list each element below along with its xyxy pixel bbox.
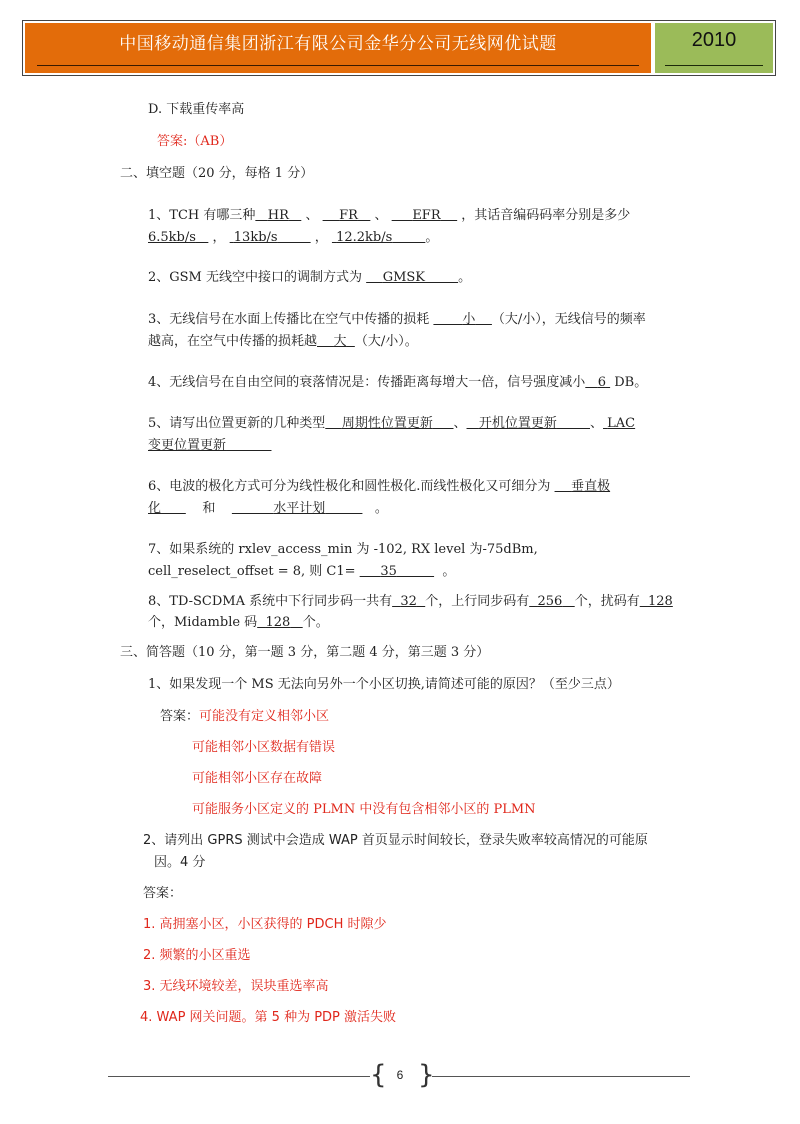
header-year: 2010 [691,29,737,51]
s1-answer-1: 可能没有定义相邻小区 [199,709,330,724]
q1-rate-2: 13kb/s [233,230,278,245]
q7-text: cell_reselect_offset = 8, 则 C1= [148,564,356,579]
q1-text-b: ，其话音编码码率分别是多少 [461,208,631,223]
q5-line-2 [148,434,271,453]
q5-line-1: 5、请写出位置更新的几种类型 周期性位置更新 、 开机位置更新 、 LAC [148,416,636,431]
section-2-title: 二、填空题（20 分，每格 1 分） [120,166,314,181]
q1-text-a: 1、TCH 有哪三种 [148,208,256,223]
q6-answer-2: 水平计划 [273,501,326,516]
q2-answer: GMSK [382,270,426,285]
s2-question-1: 2、请列出 GPRS 测试中会造成 WAP 首页显示时间较长，登录失败率较高情况的可能原 [143,833,648,848]
q8-line-1: 8、TD-SCDMA 系统中下行同步码一共有 32 个，上行同步码有 256 个，扰码有 128 [148,594,673,609]
footer-rule-left [108,1076,370,1077]
q1-line-2: 6.5kb/s ， 13kb/s ， 12.2kb/s 。 [148,230,439,245]
q6-answer-1: 垂直极 [571,479,611,494]
s2-answer-4: 4. WAP 网关问题。第 5 种为 PDP 激活失败 [140,1010,397,1025]
q8-text-d: 个，Midamble 码 [148,615,258,630]
q5-answer-1: 周期性位置更新 [341,416,433,431]
q2-text: 2、GSM 无线空中接口的调制方式为 [148,270,363,285]
s2-answer-3: 3. 无线环境较差，误块重选率高 [143,979,329,994]
q6-text: 6、电波的极化方式可分为线性极化和圆性极化.而线性极化又可细分为 [148,479,551,494]
footer-brace-right: } [418,1060,435,1090]
q4-line: 4、无线信号在自由空间的衰落情况是：传播距离每增大一倍，信号强度减小 6 DB。 [148,375,648,390]
q8-answer-2: 256 [537,594,563,609]
q3-answer-1: 小 [462,312,476,327]
q7-line-2: cell_reselect_offset = 8, 则 C1= 35 。 [148,564,456,579]
q6-line-1 [148,475,610,494]
q1-rate-3: 12.2kb/s [336,230,393,245]
page-header [22,20,776,76]
q1-comma: ， [314,230,328,245]
q7-answer: 35 [380,564,397,579]
q1-sep: 、 [374,208,388,223]
q4-answer: 6 [597,375,606,390]
q1-comma: ， [212,230,226,245]
q3-text-d: （大/小）。 [354,334,418,349]
page-number: 6 [396,1068,404,1082]
s1-answer-3: 可能相邻小区存在故障 [192,771,323,786]
header-year-panel [655,23,773,73]
s1-answer-line [160,705,329,724]
q3-answer-2: 大 [333,334,347,349]
q1-line-1 [148,204,630,223]
q3-text-b: （大/小），无线信号的频率 [491,312,646,327]
s1-answer-2: 可能相邻小区数据有错误 [192,740,336,755]
s1-answer-label: 答案： [160,709,200,724]
q8-text-a: 8、TD-SCDMA 系统中下行同步码一共有 [148,594,393,609]
q4-text: 4、无线信号在自由空间的衰落情况是：传播距离每增大一倍，信号强度减小 [148,375,586,390]
q8-answer-1: 32 [400,594,417,609]
q6-answer-1-cont: 化 [148,501,162,516]
answer-ab: 答案:（AB） [157,134,233,149]
s2-answer-label: 答案： [143,886,183,901]
q6-line-2: 化 和 水平计划 。 [148,501,388,516]
header-title-rule [37,65,639,66]
q8-line-2: 个，Midamble 码 128 个。 [148,615,329,630]
footer-brace-left: { [370,1060,387,1090]
q8-answer-3: 128 [647,594,673,609]
section-3-title: 三、简答题（10 分，第一题 3 分，第二题 4 分，第三题 3 分） [120,645,490,660]
q3-text-c: 越高，在空气中传播的损耗越 [148,334,318,349]
q1-sep: 、 [305,208,319,223]
q3-line-1 [148,308,646,327]
q1-rate-1: 6.5kb/s [148,230,196,245]
q5-answer-3-cont: 变更位置更新 [148,438,227,453]
header-year-rule [665,65,763,66]
q2-line: 2、GSM 无线空中接口的调制方式为 GMSK 。 [148,270,472,285]
s1-answer-4: 可能服务小区定义的 PLMN 中没有包含相邻小区的 PLMN [192,802,536,817]
header-title-panel [25,23,651,73]
q5-answer-2: 开机位置更新 [478,416,557,431]
q1-answer-hr: HR [267,208,289,223]
q5-text: 5、请写出位置更新的几种类型 [148,416,326,431]
s2-answer-2: 2. 频繁的小区重选 [143,948,251,963]
q3-text-a: 3、无线信号在水面上传播比在空气中传播的损耗 [148,312,430,327]
q1-answer-efr: EFR [412,208,441,223]
q8-answer-4: 128 [265,615,291,630]
option-d: D. 下载重传率高 [148,102,245,117]
q3-line-2 [148,330,418,349]
header-title: 中国移动通信集团浙江有限公司金华分公司无线网优试题 [119,34,557,54]
q5-answer-3: LAC [607,416,636,431]
s1-question: 1、如果发现一个 MS 无法向另外一个小区切换,请简述可能的原因？（至少三点） [148,677,620,692]
s2-question-2: 因。4 分 [154,855,206,870]
s2-answer-1: 1. 高拥塞小区，小区获得的 PDCH 时隙少 [143,917,387,932]
q1-answer-fr: FR [339,208,358,223]
q7-line-1: 7、如果系统的 rxlev_access_min 为 -102, RX level 为-75dBm, [148,542,538,557]
footer-rule-right [432,1076,690,1077]
